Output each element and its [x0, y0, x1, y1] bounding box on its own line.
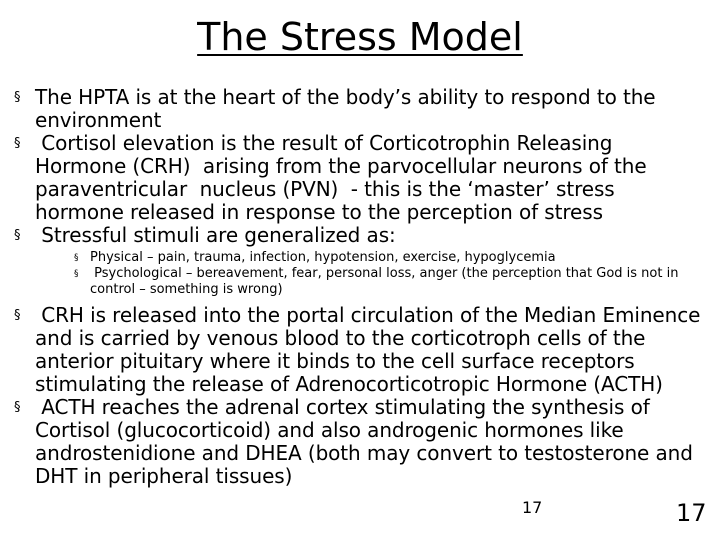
sub-bullet-list [74, 250, 704, 298]
sub-bullet-item [74, 266, 704, 298]
sub-bullet-item [74, 250, 704, 266]
bullet-marker-icon: § [14, 90, 21, 105]
bullet-item [14, 396, 704, 488]
bullet-list [14, 85, 713, 488]
sub-bullet-text: Physical – pain, trauma, infection, hypotension, exercise, hypoglycemia [90, 250, 556, 265]
bullet-text: Stressful stimuli are generalized as: [35, 223, 396, 247]
sub-bullet-marker-icon: § [74, 253, 79, 263]
bullet-marker-icon: § [14, 228, 21, 243]
bullet-marker-icon: § [14, 136, 21, 151]
slide-title [0, 14, 720, 60]
bullet-item [14, 303, 713, 396]
bullet-text: Cortisol elevation is the result of Corticotrophin Releasing Hormone (CRH) arising from the parvocellular neurons of the paraventricular nucleus (PVN) - this is the ‘master’ stress hormone released in response to the perception of stress [35, 131, 653, 224]
bullet-text: CRH is released into the portal circulation of the Median Eminence and is carried by venous blood to the corticotroph cells of the anterior pituitary where it binds to the cell surface receptors stimulating the release of Adrenocorticotropic Hormone (ACTH) [35, 303, 713, 396]
slide-number-small: 17 [522, 498, 543, 517]
bullet-marker-icon: § [14, 308, 21, 323]
bullet-item [14, 86, 704, 132]
slide-title-text: The Stress Model [197, 15, 523, 59]
bullet-text: ACTH reaches the adrenal cortex stimulating the synthesis of Cortisol (glucocorticoid) and also androgenic hormones like androstenidione and DHEA (both may convert to testosterone and DHT in peripheral tissues) [35, 395, 700, 488]
sub-bullet-text: Psychological – bereavement, fear, personal loss, anger (the perception that God is not in control – something is wrong) [90, 266, 683, 297]
sub-bullet-marker-icon: § [74, 269, 79, 279]
slide-number-large: 17 [676, 499, 707, 527]
bullet-marker-icon: § [14, 400, 21, 415]
bullet-item [14, 224, 704, 247]
bullet-text: The HPTA is at the heart of the body’s ability to respond to the environment [35, 85, 662, 132]
bullet-item [14, 132, 704, 224]
